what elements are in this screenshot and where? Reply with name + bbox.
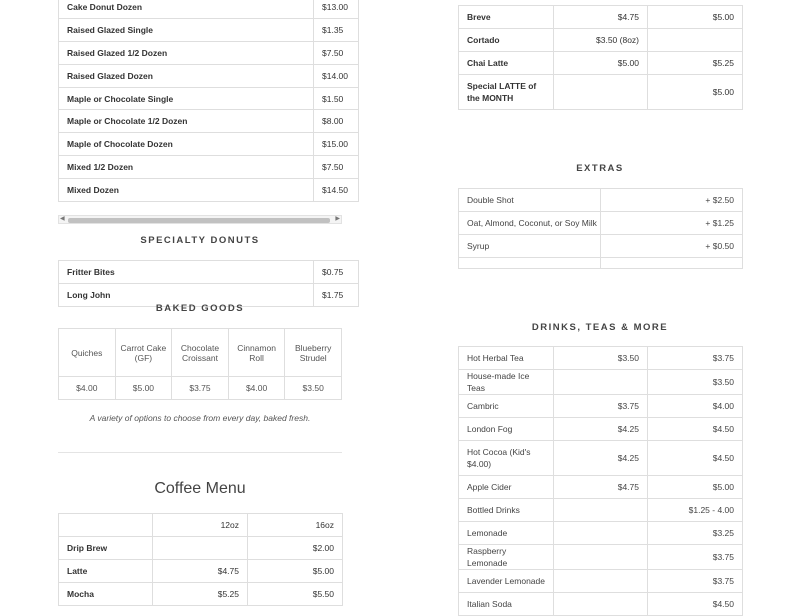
- specialty-donuts-heading: SPECIALTY DONUTS: [140, 235, 260, 246]
- table-row: [59, 41, 359, 64]
- item-name: Long John: [59, 284, 314, 307]
- item-price-large: $3.75: [648, 347, 743, 370]
- item-name: Mocha: [59, 583, 153, 606]
- item-price-small: [554, 370, 648, 395]
- item-price: + $2.50: [601, 189, 743, 212]
- table-row: [459, 418, 743, 441]
- item-price: $14.00: [314, 64, 359, 87]
- table-row: [59, 329, 342, 377]
- baked-goods-heading: BAKED GOODS: [155, 303, 245, 314]
- item-name: [459, 258, 601, 269]
- donut-table-viewport: [58, 0, 348, 205]
- table-row: [459, 545, 743, 570]
- item-name: Maple of Chocolate Dozen: [59, 133, 314, 156]
- item-price-large: $4.00: [648, 395, 743, 418]
- item-price-small: $4.25: [554, 418, 648, 441]
- item-name: Maple or Chocolate 1/2 Dozen: [59, 110, 314, 133]
- table-row: [459, 75, 743, 110]
- table-row: [59, 179, 359, 202]
- table-row: [459, 189, 743, 212]
- item-price-large: $5.00: [648, 75, 743, 110]
- item-price-large: $3.75: [648, 570, 743, 593]
- item-price-small: $4.75: [153, 560, 248, 583]
- item-name: Mixed Dozen: [59, 179, 314, 202]
- item-name: Syrup: [459, 235, 601, 258]
- scrollbar-thumb[interactable]: [68, 218, 330, 223]
- item-price: $13.00: [314, 0, 359, 18]
- item-price: [601, 258, 743, 269]
- item-name: Raised Glazed Single: [59, 18, 314, 41]
- table-row: [459, 258, 743, 269]
- table-row: [459, 52, 743, 75]
- table-row: [459, 347, 743, 370]
- table-row: [59, 0, 359, 18]
- baked-price: $5.00: [115, 377, 172, 400]
- item-price-small: [554, 75, 648, 110]
- item-price-large: $3.25: [648, 522, 743, 545]
- item-price: $1.50: [314, 87, 359, 110]
- item-price-large: $5.50: [248, 583, 343, 606]
- item-name: Breve: [459, 6, 554, 29]
- item-price-large: $2.00: [248, 537, 343, 560]
- item-price: + $0.50: [601, 235, 743, 258]
- table-row: [59, 514, 343, 537]
- item-price: + $1.25: [601, 212, 743, 235]
- horizontal-scrollbar[interactable]: [58, 215, 342, 224]
- table-row: [459, 522, 743, 545]
- item-price: $7.50: [314, 41, 359, 64]
- table-row: [459, 593, 743, 616]
- baked-item: Cinnamon Roll: [228, 329, 285, 377]
- item-name: Lemonade: [459, 522, 554, 545]
- table-row: [59, 64, 359, 87]
- item-name: Apple Cider: [459, 476, 554, 499]
- item-price-large: $1.25 - 4.00: [648, 499, 743, 522]
- item-price: $14.50: [314, 179, 359, 202]
- item-price-large: $4.50: [648, 441, 743, 476]
- section-divider: [58, 452, 342, 453]
- item-price-small: $3.75: [554, 395, 648, 418]
- table-row: [459, 370, 743, 395]
- item-name: Raspberry Lemonade: [459, 545, 554, 570]
- item-price-small: [554, 593, 648, 616]
- baked-goods-note: A variety of options to choose from every day, baked fresh.: [89, 413, 311, 423]
- specialty-table-viewport: [58, 260, 342, 307]
- item-price-small: $5.00: [554, 52, 648, 75]
- item-price: $8.00: [314, 110, 359, 133]
- item-price-small: [554, 499, 648, 522]
- item-price-large: $4.50: [648, 418, 743, 441]
- baked-price: $4.00: [59, 377, 116, 400]
- item-name: Cake Donut Dozen: [59, 0, 314, 18]
- item-name: Hot Cocoa (Kid's $4.00): [459, 441, 554, 476]
- item-price-large: [648, 29, 743, 52]
- drinks-heading: DRINKS, TEAS & MORE: [531, 322, 669, 333]
- espresso-price-table: [458, 5, 743, 110]
- item-price-small: [554, 570, 648, 593]
- table-row: [59, 537, 343, 560]
- table-row: [459, 499, 743, 522]
- item-price-small: [153, 537, 248, 560]
- item-price-small: $5.25: [153, 583, 248, 606]
- item-name: Special LATTE of the MONTH: [459, 75, 554, 110]
- item-name: Oat, Almond, Coconut, or Soy Milk: [459, 212, 601, 235]
- baked-price: $3.50: [285, 377, 342, 400]
- table-row: [459, 476, 743, 499]
- table-row: [459, 395, 743, 418]
- baked-price: $3.75: [172, 377, 229, 400]
- item-name: Hot Herbal Tea: [459, 347, 554, 370]
- item-name: House-made Ice Teas: [459, 370, 554, 395]
- specialty-price-table: [58, 260, 359, 307]
- table-row: [459, 441, 743, 476]
- item-name: Drip Brew: [59, 537, 153, 560]
- item-price-large: $5.00: [648, 476, 743, 499]
- item-name: Raised Glazed Dozen: [59, 64, 314, 87]
- item-price-small: [554, 522, 648, 545]
- table-row: [59, 18, 359, 41]
- item-price-small: $4.25: [554, 441, 648, 476]
- item-name: Cortado: [459, 29, 554, 52]
- table-row: [459, 6, 743, 29]
- item-name: Latte: [59, 560, 153, 583]
- item-name: Bottled Drinks: [459, 499, 554, 522]
- coffee-price-table: [58, 513, 343, 606]
- item-name: Fritter Bites: [59, 261, 314, 284]
- drinks-price-table: [458, 346, 743, 616]
- baked-goods-table: [58, 328, 342, 400]
- extras-heading: EXTRAS: [576, 163, 624, 174]
- item-price-small: [554, 545, 648, 570]
- item-price: $1.75: [314, 284, 359, 307]
- baked-item: Chocolate Croissant: [172, 329, 229, 377]
- item-price-large: $5.00: [248, 560, 343, 583]
- table-row: [459, 235, 743, 258]
- item-name: Chai Latte: [459, 52, 554, 75]
- table-row: [59, 110, 359, 133]
- size-header: 12oz: [153, 514, 248, 537]
- table-row: [59, 583, 343, 606]
- item-name: Lavender Lemonade: [459, 570, 554, 593]
- item-name: Double Shot: [459, 189, 601, 212]
- item-price-small: $4.75: [554, 476, 648, 499]
- baked-item: Blueberry Strudel: [285, 329, 342, 377]
- item-name: London Fog: [459, 418, 554, 441]
- table-row: [59, 377, 342, 400]
- table-row: [59, 560, 343, 583]
- item-price: $0.75: [314, 261, 359, 284]
- item-price-large: $5.00: [648, 6, 743, 29]
- item-price-small: $4.75: [554, 6, 648, 29]
- item-price: $15.00: [314, 133, 359, 156]
- size-header: 16oz: [248, 514, 343, 537]
- coffee-menu-title: Coffee Menu: [154, 480, 246, 497]
- item-price-large: $3.50: [648, 370, 743, 395]
- table-row: [459, 29, 743, 52]
- table-row: [59, 87, 359, 110]
- scroll-right-arrow-icon[interactable]: ▶: [335, 216, 340, 222]
- item-name: Maple or Chocolate Single: [59, 87, 314, 110]
- table-row: [59, 261, 359, 284]
- item-price-large: $4.50: [648, 593, 743, 616]
- item-price: $1.35: [314, 18, 359, 41]
- item-price-large: $3.75: [648, 545, 743, 570]
- item-price: $7.50: [314, 156, 359, 179]
- table-row: [459, 212, 743, 235]
- item-price-small: $3.50 (8oz): [554, 29, 648, 52]
- table-row: [59, 133, 359, 156]
- table-row: [59, 156, 359, 179]
- item-name: Mixed 1/2 Dozen: [59, 156, 314, 179]
- baked-price: $4.00: [228, 377, 285, 400]
- donut-price-table: [58, 0, 359, 202]
- extras-price-table: [458, 188, 743, 269]
- scroll-left-arrow-icon[interactable]: ◀: [60, 216, 65, 222]
- item-price-small: $3.50: [554, 347, 648, 370]
- item-price-large: $5.25: [648, 52, 743, 75]
- baked-item: Quiches: [59, 329, 116, 377]
- item-name: Italian Soda: [459, 593, 554, 616]
- table-row: [459, 570, 743, 593]
- item-name: Raised Glazed 1/2 Dozen: [59, 41, 314, 64]
- baked-item: Carrot Cake (GF): [115, 329, 172, 377]
- item-name: Cambric: [459, 395, 554, 418]
